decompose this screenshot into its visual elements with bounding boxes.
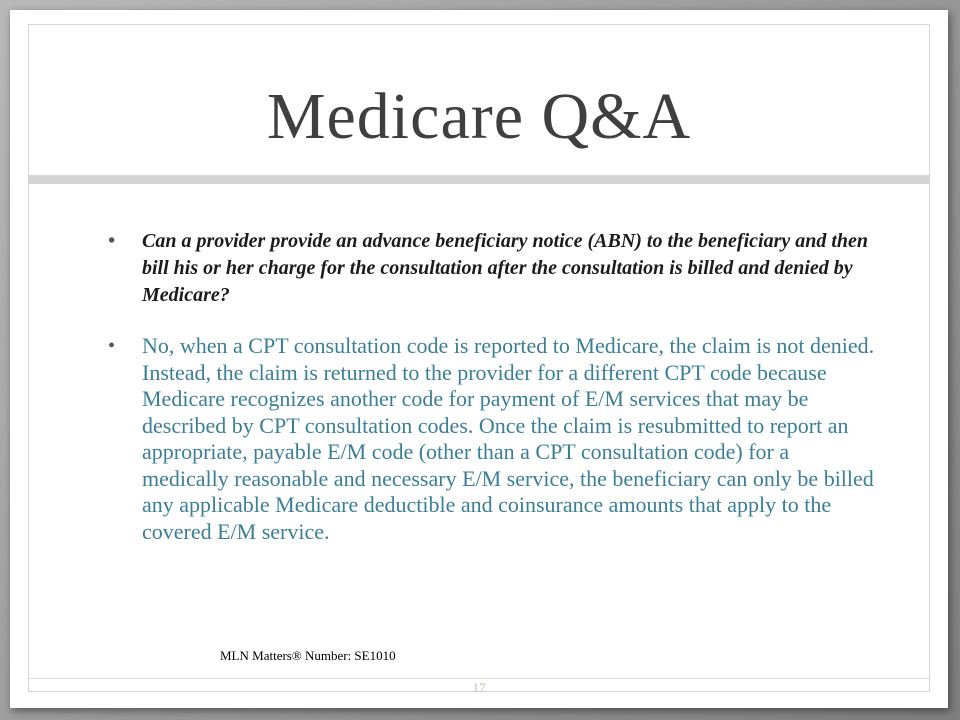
question-bullet xyxy=(108,228,878,309)
slide-body xyxy=(108,228,878,545)
title-divider xyxy=(28,175,930,184)
title-area xyxy=(28,24,930,184)
footer-divider xyxy=(28,678,930,679)
citation: MLN Matters® Number: SE1010 xyxy=(220,648,396,663)
bullet-marker: • xyxy=(108,335,116,357)
bullet-marker: • xyxy=(108,230,116,252)
question-text: Can a provider provide an advance beneficiary notice (ABN) to the beneficiary and then bill his or her charge for the consultation after the consultation is billed and denied by Medicare? xyxy=(142,230,869,306)
page-number: 17 xyxy=(472,680,486,695)
answer-bullet xyxy=(108,333,878,545)
slide xyxy=(10,10,948,708)
answer-text: No, when a CPT consultation code is reported to Medicare, the claim is not denied. Instead, the claim is returned to the provider for a different CPT code because Medicare recognizes another code for payment of E/M services that may be described by CPT consultation codes. Once the claim is resubmitted to report an appropriate, payable E/M code (other than a CPT consultation code) for a medically reasonable and necessary E/M service, the beneficiary can only be billed any applicable Medicare deductible and coinsurance amounts that apply to the covered E/M service. xyxy=(142,333,875,544)
slide-title: Medicare Q&A xyxy=(266,80,692,153)
